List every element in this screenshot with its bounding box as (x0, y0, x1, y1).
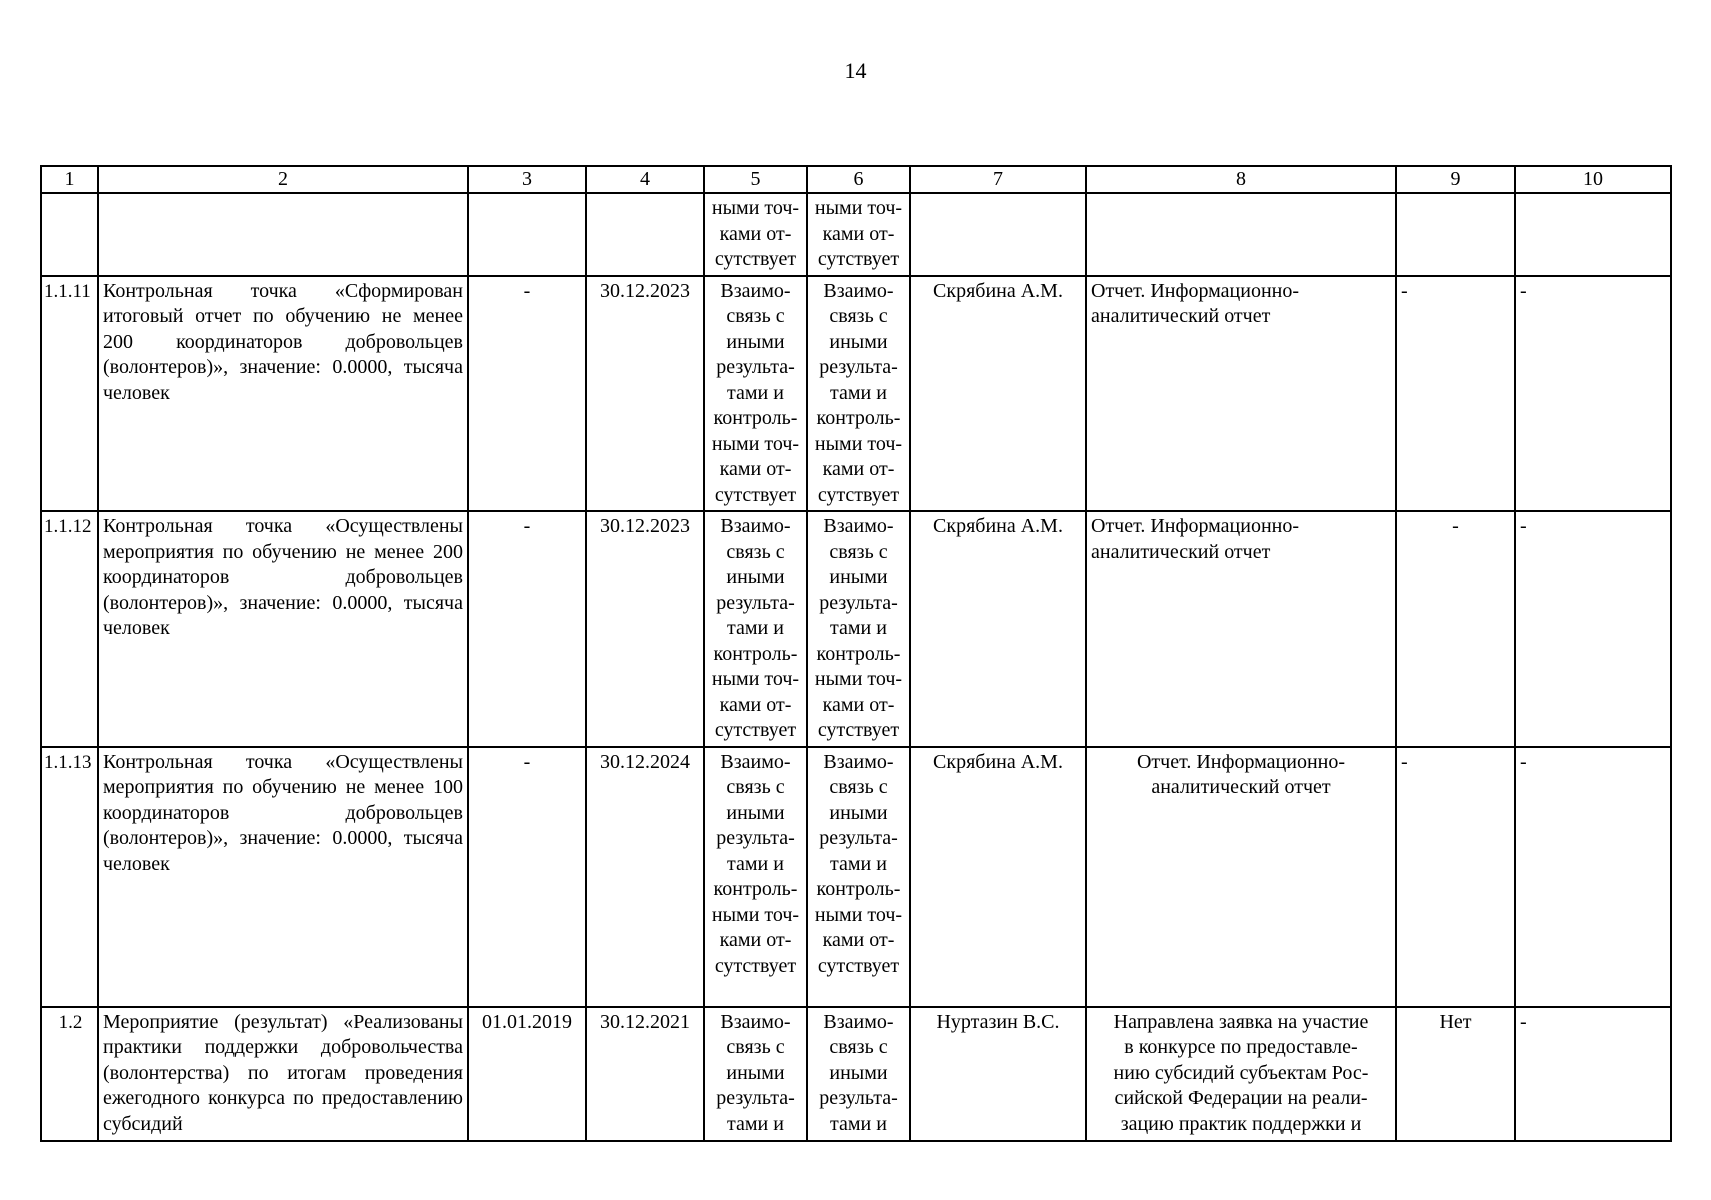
column-10-value (1515, 193, 1671, 276)
relation-cell: Взаимо- связь с иными результа- тами и контроль- ными точ- ками от- сутствует (807, 747, 910, 1007)
column-9-value (1396, 193, 1515, 276)
column-10-value: - (1515, 1007, 1671, 1141)
table-row (41, 1007, 1671, 1141)
relation-cell: Взаимо- связь с иными результа- тами и (704, 1007, 807, 1141)
relation-cell: Взаимо- связь с иными результа- тами и контроль- ными точ- ками от- сутствует (807, 511, 910, 747)
column-header: 1 (41, 166, 98, 193)
plan-table (40, 165, 1672, 1142)
relation-cell: Взаимо- связь с иными результа- тами и контроль- ными точ- ками от- сутствует (704, 747, 807, 1007)
table-row (41, 276, 1671, 512)
end-date: 30.12.2021 (586, 1007, 704, 1141)
end-date (586, 193, 704, 276)
table-row (41, 511, 1671, 747)
document-type: Направлена заявка на участие в конкурсе по предоставле- нию субсидий субъектам Рос- сийской Федерации на реали- зацию практик поддержки и (1086, 1007, 1396, 1141)
row-description: Контрольная точка «Осуществлены мероприятия по обучению не менее 200 координаторов добровольцев (волонтеров)», значение: 0.0000, тысяча человек (98, 511, 468, 747)
column-10-value: - (1515, 747, 1671, 1007)
table-row (41, 747, 1671, 1007)
column-9-value: - (1396, 747, 1515, 1007)
column-9-value: Нет (1396, 1007, 1515, 1141)
column-header: 7 (910, 166, 1086, 193)
responsible-person (910, 193, 1086, 276)
column-header: 5 (704, 166, 807, 193)
column-10-value: - (1515, 511, 1671, 747)
page-number: 14 (844, 58, 867, 83)
relation-cell: ными точ- ками от- сутствует (704, 193, 807, 276)
row-number: 1.1.12 (41, 511, 98, 747)
responsible-person: Скрябина А.М. (910, 276, 1086, 512)
relation-cell: Взаимо- связь с иными результа- тами и (807, 1007, 910, 1141)
start-date: - (468, 276, 586, 512)
column-header: 10 (1515, 166, 1671, 193)
row-number: 1.1.13 (41, 747, 98, 1007)
column-header: 9 (1396, 166, 1515, 193)
row-description: Мероприятие (результат) «Реализованы практики поддержки добровольчества (волонтерства) по итогам проведения ежегодного конкурса по предоставлению субсидий (98, 1007, 468, 1141)
responsible-person: Скрябина А.М. (910, 747, 1086, 1007)
document-type: Отчет. Информационно- аналитический отчет (1086, 276, 1396, 512)
relation-cell: Взаимо- связь с иными результа- тами и контроль- ными точ- ками от- сутствует (807, 276, 910, 512)
column-header: 6 (807, 166, 910, 193)
column-header: 3 (468, 166, 586, 193)
column-10-value: - (1515, 276, 1671, 512)
responsible-person: Нуртазин В.С. (910, 1007, 1086, 1141)
relation-cell: ными точ- ками от- сутствует (807, 193, 910, 276)
column-9-value: - (1396, 276, 1515, 512)
table-row (41, 193, 1671, 276)
row-description: Контрольная точка «Осуществлены мероприятия по обучению не менее 100 координаторов добровольцев (волонтеров)», значение: 0.0000, тысяча человек (98, 747, 468, 1007)
document-type: Отчет. Информационно- аналитический отчет (1086, 747, 1396, 1007)
start-date (468, 193, 586, 276)
end-date: 30.12.2023 (586, 511, 704, 747)
row-description (98, 193, 468, 276)
start-date: 01.01.2019 (468, 1007, 586, 1141)
row-number: 1.1.11 (41, 276, 98, 512)
row-description: Контрольная точка «Сформирован итоговый отчет по обучению не менее 200 координаторов добровольцев (волонтеров)», значение: 0.0000, тысяча человек (98, 276, 468, 512)
relation-cell: Взаимо- связь с иными результа- тами и контроль- ными точ- ками от- сутствует (704, 511, 807, 747)
responsible-person: Скрябина А.М. (910, 511, 1086, 747)
relation-cell: Взаимо- связь с иными результа- тами и контроль- ными точ- ками от- сутствует (704, 276, 807, 512)
document-type: Отчет. Информационно- аналитический отчет (1086, 511, 1396, 747)
document-type (1086, 193, 1396, 276)
column-9-value: - (1396, 511, 1515, 747)
start-date: - (468, 511, 586, 747)
row-number: 1.2 (41, 1007, 98, 1141)
column-header: 8 (1086, 166, 1396, 193)
end-date: 30.12.2024 (586, 747, 704, 1007)
end-date: 30.12.2023 (586, 276, 704, 512)
start-date: - (468, 747, 586, 1007)
column-header: 4 (586, 166, 704, 193)
column-header: 2 (98, 166, 468, 193)
header-row (41, 166, 1671, 193)
row-number (41, 193, 98, 276)
